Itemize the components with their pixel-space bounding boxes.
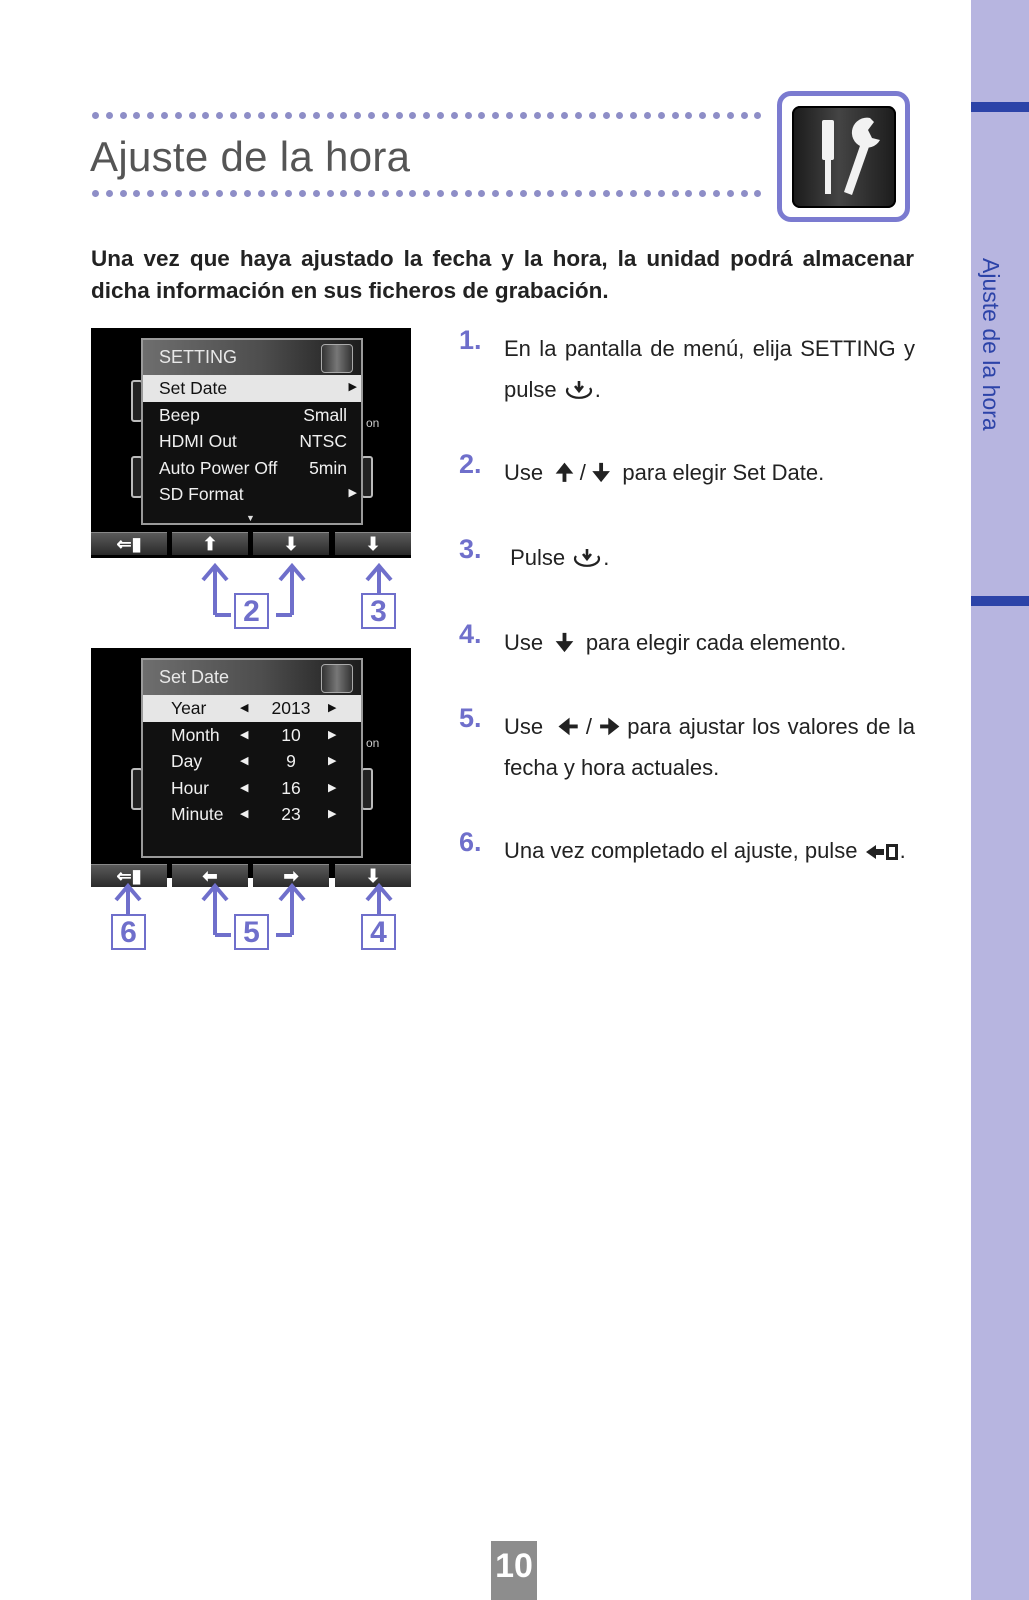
dot bbox=[133, 190, 140, 197]
dot bbox=[271, 112, 278, 119]
down-arrow-icon: 🠋 bbox=[591, 460, 611, 485]
dot bbox=[299, 190, 306, 197]
dot bbox=[520, 112, 527, 119]
right-arrow-icon: ▶ bbox=[328, 808, 337, 820]
side-tab-band bbox=[971, 102, 1029, 112]
dot bbox=[465, 112, 472, 119]
callout-badge: 5 bbox=[234, 914, 269, 950]
chapter-side-tab bbox=[971, 0, 1029, 1600]
dot bbox=[368, 190, 375, 197]
page-number: 10 bbox=[491, 1541, 537, 1600]
menu-header bbox=[143, 660, 361, 695]
dot bbox=[313, 190, 320, 197]
dot bbox=[547, 112, 554, 119]
dot bbox=[327, 112, 334, 119]
dot bbox=[354, 112, 361, 119]
left-arrow-icon: ◀ bbox=[240, 702, 249, 714]
menu-item-sd-format[interactable]: SD Format ▶ bbox=[159, 484, 357, 504]
exit-icon: ⇐▮ bbox=[116, 534, 142, 554]
down-button[interactable] bbox=[253, 532, 329, 555]
up-arrow-icon: ⬆ bbox=[202, 534, 218, 554]
menu-item-hdmi-out[interactable]: HDMI Out NTSC bbox=[159, 431, 347, 451]
dotted-rule bbox=[92, 112, 768, 122]
side-tab-band bbox=[971, 596, 1029, 606]
dot bbox=[754, 190, 761, 197]
dot bbox=[506, 112, 513, 119]
left-arrow-icon: ◀ bbox=[240, 781, 249, 794]
right-arrow-icon: 🠊 bbox=[599, 714, 620, 739]
dot bbox=[189, 112, 196, 119]
dot bbox=[754, 112, 761, 119]
chevron-right-icon: ▶ bbox=[348, 487, 357, 499]
dot bbox=[630, 190, 637, 197]
dot bbox=[92, 112, 99, 119]
dot bbox=[741, 112, 748, 119]
dot bbox=[741, 190, 748, 197]
dot bbox=[244, 112, 251, 119]
dot bbox=[382, 112, 389, 119]
dot bbox=[354, 190, 361, 197]
left-arrow-icon: ⬅ bbox=[202, 866, 218, 886]
dot bbox=[230, 190, 237, 197]
tools-icon bbox=[321, 664, 353, 693]
dot bbox=[561, 112, 568, 119]
dot bbox=[382, 190, 389, 197]
right-arrow-icon: ▶ bbox=[328, 728, 337, 741]
dot bbox=[161, 190, 168, 197]
set-date-screen bbox=[91, 648, 411, 886]
edge-text: on bbox=[366, 416, 380, 430]
dot bbox=[189, 190, 196, 197]
right-arrow-icon: ➡ bbox=[283, 866, 299, 886]
dot bbox=[285, 190, 292, 197]
menu-header bbox=[143, 340, 361, 375]
date-field-month[interactable]: Month ◀ 10 ▶ bbox=[171, 724, 337, 745]
dot bbox=[423, 112, 430, 119]
dot bbox=[658, 190, 665, 197]
dot bbox=[465, 190, 472, 197]
side-tab-label: Ajuste de la hora bbox=[978, 258, 1004, 431]
dot bbox=[451, 112, 458, 119]
dot bbox=[120, 112, 127, 119]
dot bbox=[534, 190, 541, 197]
dot bbox=[685, 112, 692, 119]
dot bbox=[340, 190, 347, 197]
enter-dial-icon bbox=[563, 380, 595, 402]
menu-item-set-date[interactable]: Set Date ▶ bbox=[143, 375, 361, 402]
dot bbox=[630, 112, 637, 119]
dot bbox=[396, 190, 403, 197]
right-arrow-icon: ▶ bbox=[328, 755, 337, 767]
date-field-minute[interactable]: Minute ◀ 23 ▶ bbox=[171, 804, 337, 824]
dot bbox=[506, 190, 513, 197]
dot bbox=[603, 190, 610, 197]
menu-header-title: SETTING bbox=[159, 347, 238, 367]
dot bbox=[589, 190, 596, 197]
down-arrow-icon: ⬇ bbox=[365, 866, 381, 886]
dot bbox=[202, 112, 209, 119]
callout-badge: 4 bbox=[361, 914, 396, 950]
dot bbox=[478, 190, 485, 197]
set-date-menu bbox=[141, 658, 363, 858]
menu-header-title: Set Date bbox=[159, 667, 230, 687]
dot bbox=[547, 190, 554, 197]
dot bbox=[423, 190, 430, 197]
dot bbox=[589, 112, 596, 119]
setting-menu bbox=[141, 338, 363, 525]
enter-dial-icon: ⬇ bbox=[365, 534, 381, 554]
left-arrow-icon: ◀ bbox=[240, 808, 249, 820]
up-arrow-icon: 🠉 bbox=[555, 460, 574, 485]
dot bbox=[175, 112, 182, 119]
setting-menu-screen bbox=[91, 328, 411, 558]
dot bbox=[520, 190, 527, 197]
dot bbox=[327, 190, 334, 197]
chevron-right-icon: ▶ bbox=[348, 381, 357, 393]
dot bbox=[699, 112, 706, 119]
callout-badge: 6 bbox=[111, 914, 146, 950]
exit-icon bbox=[864, 842, 900, 862]
dot bbox=[727, 112, 734, 119]
enter-dial-icon bbox=[571, 548, 603, 570]
scroll-down-icon: ▼ bbox=[246, 513, 255, 523]
dot bbox=[258, 190, 265, 197]
page-title: Ajuste de la hora bbox=[90, 133, 411, 180]
callout-badge: 2 bbox=[234, 593, 269, 629]
menu-item-auto-power-off[interactable]: Auto Power Off 5min bbox=[159, 457, 347, 478]
dot bbox=[216, 190, 223, 197]
dot bbox=[147, 190, 154, 197]
right-arrow-icon: ▶ bbox=[328, 702, 337, 714]
dot bbox=[202, 190, 209, 197]
dot bbox=[120, 190, 127, 197]
dot bbox=[575, 190, 582, 197]
button-bar bbox=[91, 532, 411, 554]
dot bbox=[713, 190, 720, 197]
dot bbox=[368, 112, 375, 119]
dot bbox=[147, 112, 154, 119]
menu-item-beep[interactable]: Beep Small bbox=[159, 404, 347, 425]
down-arrow-icon: ⬇ bbox=[283, 534, 299, 554]
dot bbox=[299, 112, 306, 119]
dot bbox=[285, 112, 292, 119]
dot bbox=[92, 190, 99, 197]
dot bbox=[561, 190, 568, 197]
dot bbox=[575, 112, 582, 119]
dot bbox=[727, 190, 734, 197]
dot bbox=[409, 112, 416, 119]
tools-icon bbox=[321, 344, 353, 373]
down-arrow-icon: 🠋 bbox=[555, 630, 574, 655]
dot bbox=[340, 112, 347, 119]
dot bbox=[616, 190, 623, 197]
dot bbox=[644, 190, 651, 197]
dot bbox=[478, 112, 485, 119]
dot bbox=[672, 190, 679, 197]
date-field-hour[interactable]: Hour ◀ 16 ▶ bbox=[171, 777, 337, 798]
intro-paragraph: Una vez que haya ajustado la fecha y la hora, la unidad podrá almacenar dicha información en sus ficheros de grabación. bbox=[91, 246, 914, 303]
dot bbox=[451, 190, 458, 197]
date-field-year[interactable]: Year ◀ 2013 ▶ bbox=[143, 695, 361, 722]
right-arrow-icon: ▶ bbox=[328, 781, 337, 794]
dot bbox=[175, 190, 182, 197]
exit-icon: ⇐▮ bbox=[116, 866, 142, 886]
dot bbox=[672, 112, 679, 119]
dot bbox=[216, 112, 223, 119]
dot bbox=[161, 112, 168, 119]
dot bbox=[699, 190, 706, 197]
dot bbox=[492, 112, 499, 119]
dot bbox=[244, 190, 251, 197]
dot bbox=[396, 112, 403, 119]
tools-icon bbox=[777, 91, 910, 222]
up-button[interactable] bbox=[172, 532, 248, 555]
dot bbox=[106, 190, 113, 197]
dot bbox=[437, 190, 444, 197]
dot bbox=[106, 112, 113, 119]
dot bbox=[258, 112, 265, 119]
left-arrow-icon: ◀ bbox=[240, 728, 249, 741]
dot bbox=[409, 190, 416, 197]
dot bbox=[644, 112, 651, 119]
dot bbox=[230, 112, 237, 119]
left-arrow-icon: 🠈 bbox=[557, 714, 579, 739]
left-arrow-icon: ◀ bbox=[240, 755, 249, 767]
dot bbox=[685, 190, 692, 197]
dot bbox=[437, 112, 444, 119]
callout-badge: 3 bbox=[361, 593, 396, 629]
dot bbox=[492, 190, 499, 197]
dot bbox=[313, 112, 320, 119]
dot bbox=[713, 112, 720, 119]
dot bbox=[133, 112, 140, 119]
dot bbox=[534, 112, 541, 119]
dot bbox=[616, 112, 623, 119]
dot bbox=[658, 112, 665, 119]
exit-button[interactable] bbox=[91, 532, 167, 555]
dot bbox=[271, 190, 278, 197]
dot bbox=[603, 112, 610, 119]
date-field-day[interactable]: Day ◀ 9 ▶ bbox=[171, 751, 337, 771]
enter-button[interactable] bbox=[335, 532, 411, 555]
edge-text: on bbox=[366, 736, 380, 750]
dotted-rule bbox=[92, 190, 768, 200]
